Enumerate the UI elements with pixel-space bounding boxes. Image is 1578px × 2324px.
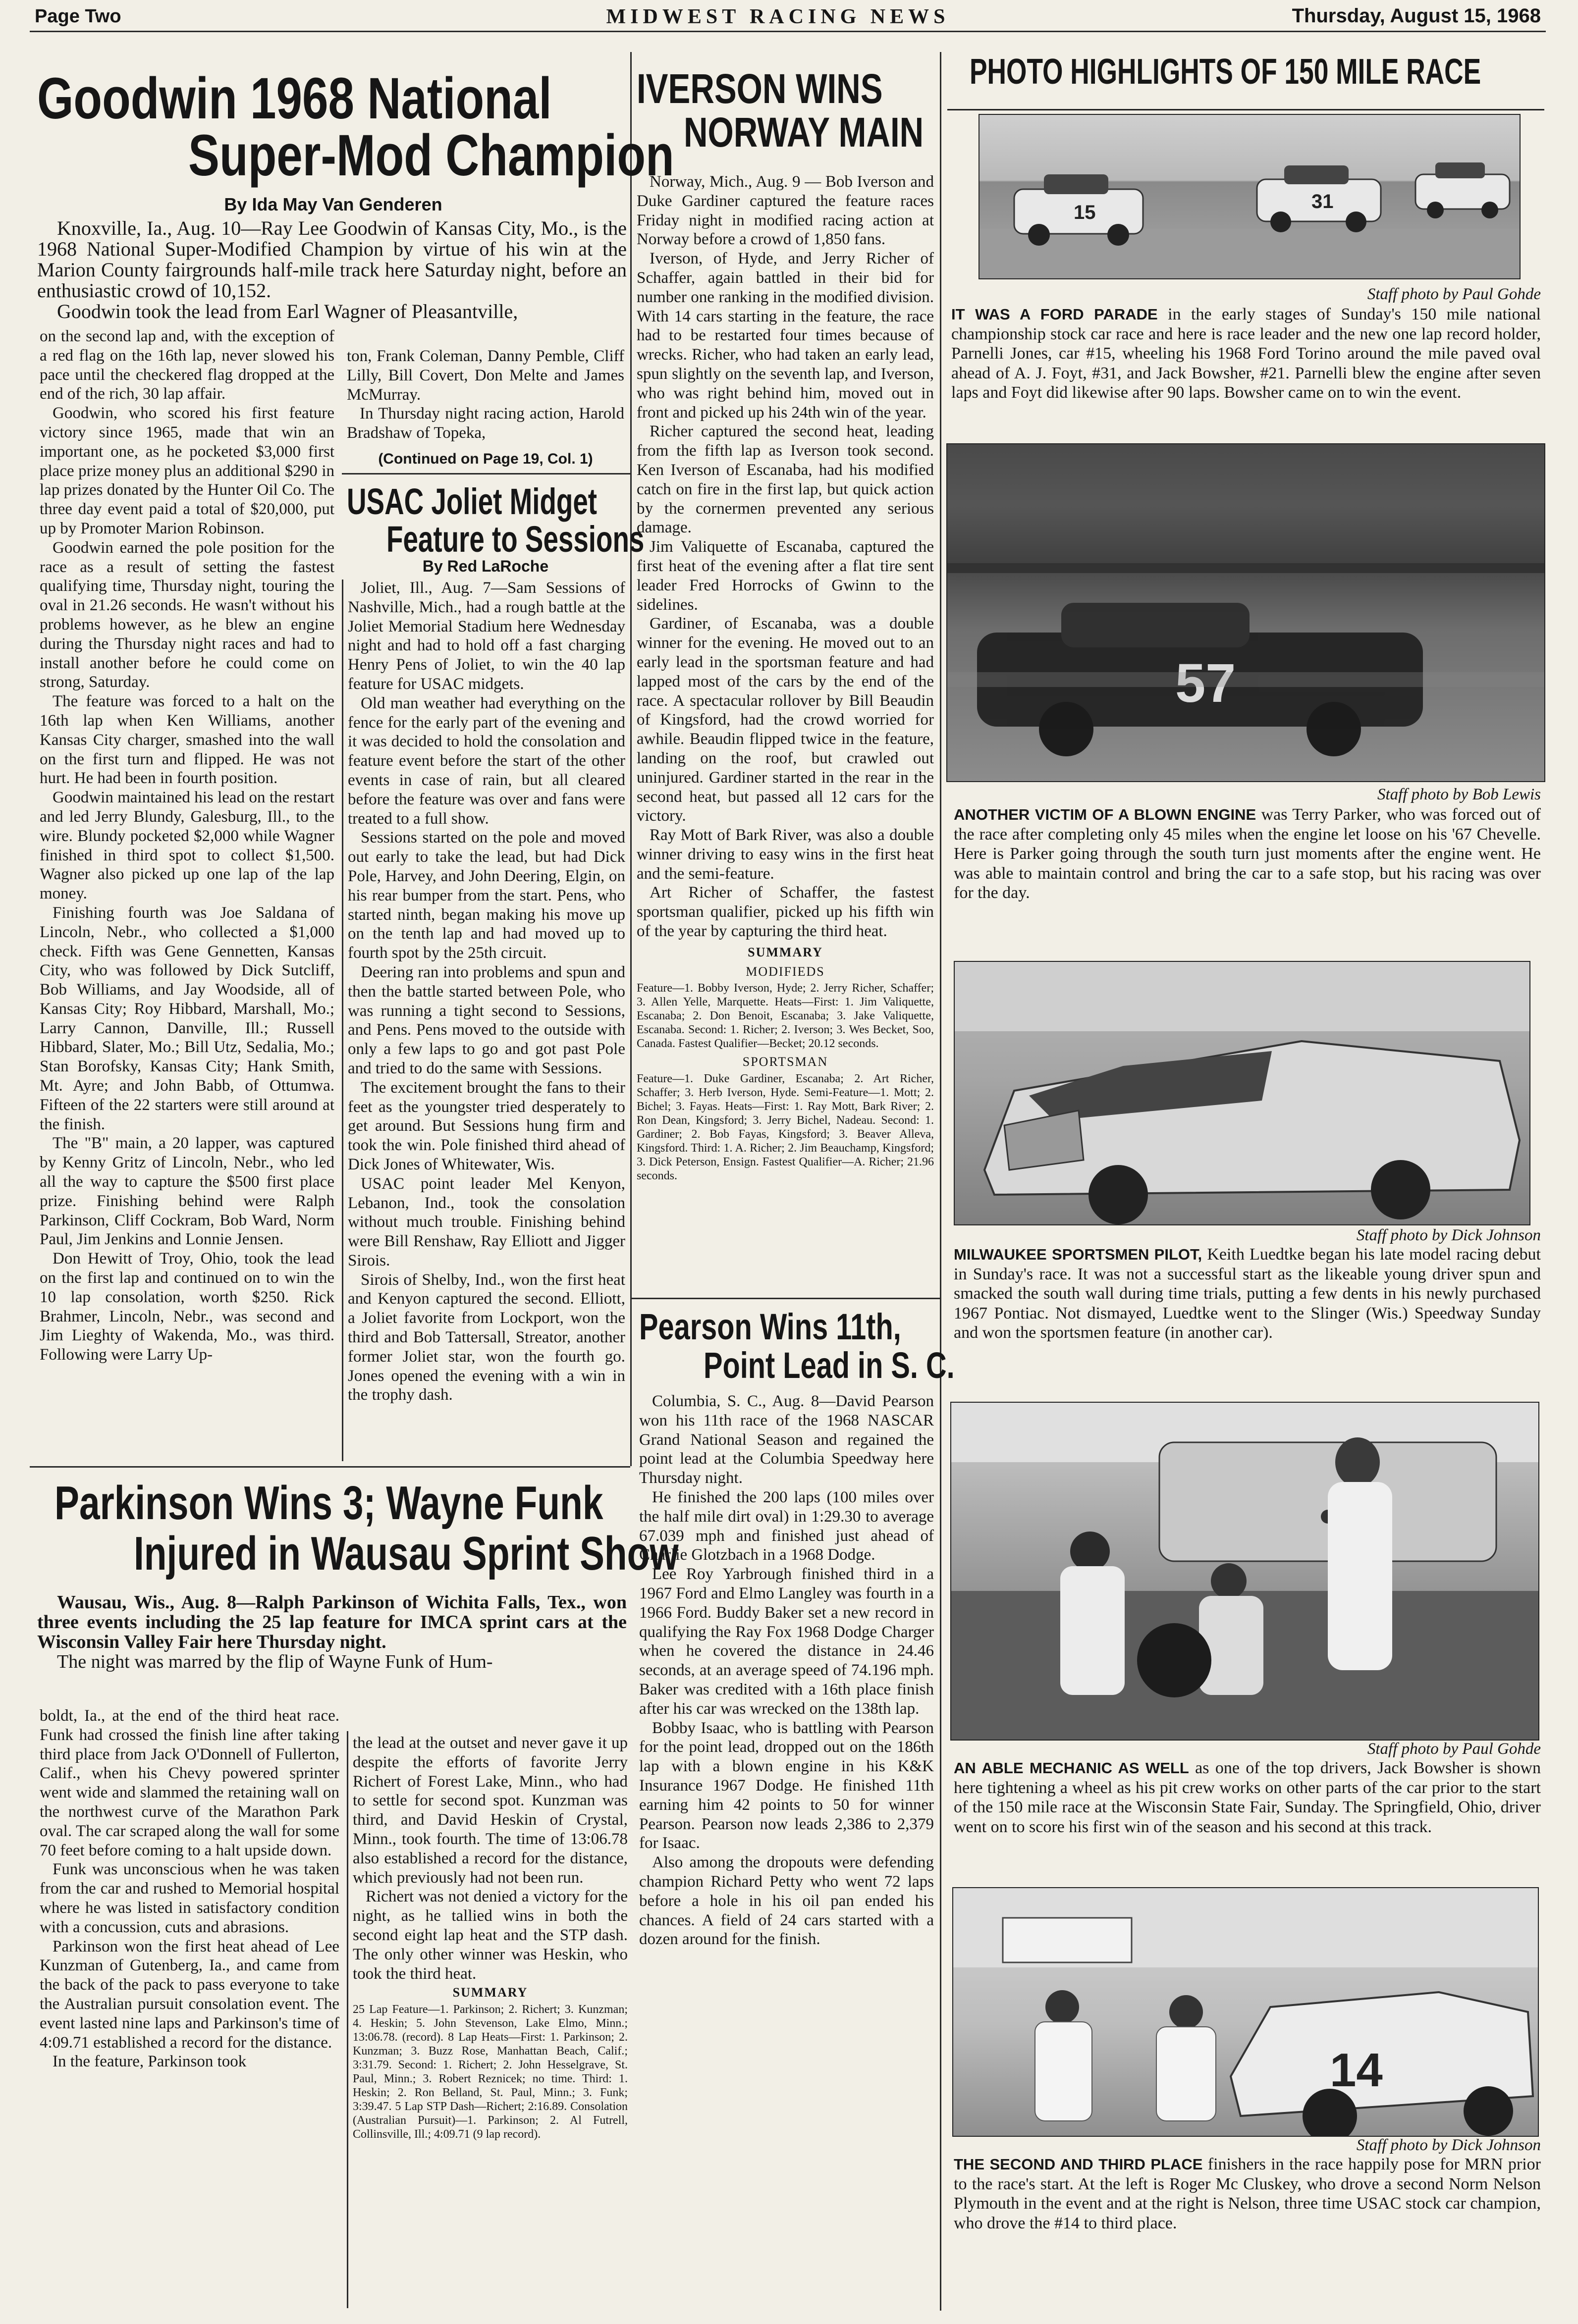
pit-crew-illustration <box>951 1403 1538 1740</box>
parkinson-headline-line2: Injured in Wausau Sprint Show <box>134 1527 679 1580</box>
paragraph: Art Richer of Schaffer, the fastest sportsman qualifier, picked up his fifth win of the year by capturing the third heat. <box>637 884 934 941</box>
paragraph: Norway, Mich., Aug. 9 — Bob Iverson and Duke Gardiner captured the feature races Friday night in modified racing action at Norway before a crowd of 1,850 fans. <box>637 173 934 249</box>
paragraph: Also among the dropouts were defending champion Richard Petty who went 72 laps before a hole in his oil pan ended his chances. A field of 24 cars started with a dozen around for the finish. <box>639 1853 934 1949</box>
usac-headline-line1: USAC Joliet Midget <box>347 481 598 522</box>
caption-text: in the early stages of Sunday's 150 mile national championship stock car race and here is race leader and the new one lap record holder, Parnelli Jones, car #15, wheeling his 1968 Ford Torino around the mile paved oval ahead of A. J. Foyt, #31, and Jack Bowsher, #21. Parnelli blew the engine after seven laps and Foyt did likewise after 90 laps. Bowsher came on to win the event. <box>951 305 1541 402</box>
photo-caption <box>954 805 1541 903</box>
usac-headline-line2: Feature to Sessions <box>386 519 645 560</box>
parkinson-headline-line1: Parkinson Wins 3; Wayne Funk <box>54 1477 603 1530</box>
caption-text: Keith Luedtke began his late model racing debut in Sunday's race. It was not a successful start as the likeable young driver spun and smacked the south wall during time trials, putting a few dents in his newly purchased 1967 Pontiac. Not dismayed, Luedtke went to the Slinger (Wis.) Speedway Sunday and won the sportsmen feature (in another car). <box>954 1245 1541 1342</box>
photo-credit: Staff photo by Dick Johnson <box>1356 1226 1541 1244</box>
usac-headline <box>347 481 645 567</box>
photo-caption <box>951 305 1541 403</box>
parkinson-col1 <box>40 1706 339 2071</box>
goodwin-lead <box>37 218 627 322</box>
paragraph: Ray Mott of Bark River, was also a double winner driving to easy wins in the first heat and the semi-feature. <box>637 826 934 883</box>
parkinson-lead <box>37 1592 627 1672</box>
parkinson-summary: 25 Lap Feature—1. Parkinson; 2. Richert; 3. Kunzman; 4. Heskin; 5. John Stevenson, Lake Elmo, Minn.; 13:06.78. (record). 8 Lap Heats—First: 1. Parkinson; 2. Kunzman; 3. Buzz Rose, Manhattan Beach, Calif.; 3:31.79. Second: 1. Richert; 2. John Hesselgrave, St. Paul, Minn.; 3. Robert Reznicek; no time. Third: 1. Heskin; 2. Ron Belland, St. Paul, Minn.; 3. Funk; 3:39.47. 5 Lap STP Dash—Richert; 2:16.89. Consolation (Australian Pursuit)—1. Parkinson; 2. Al Futrell, Collinsville, Ill.; 4:09.71 (9 lap record). <box>353 2003 628 2141</box>
parkinson-lead-text: Wausau, Wis., Aug. 8—Ralph Parkinson of Wichita Falls, Tex., won three events including the 25 lap feature for IMCA sprint cars at the Wisconsin Valley Fair here Thursday night. <box>37 1592 627 1652</box>
parkinson-summary-title: SUMMARY <box>452 1985 528 2000</box>
photo-section-title: PHOTO HIGHLIGHTS OF 150 MILE RACE <box>970 52 1481 92</box>
section-rule <box>30 1466 630 1468</box>
iverson-sport-results: Feature—1. Duke Gardiner, Escanaba; 2. Art Richer, Schaffer; 3. Herb Iverson, Hyde. Semi-Feature—1. Mott; 2. Bichel; 3. Fayas. Heats—First: 1. Ray Mott, Bark River; 2. Ron Dean, Kingsford; 3. Jerry Bichel, Nadeau. Second: 1. Gardiner; 2. Bob Fayas, Kingsford; 3. Beaver Alleva, Kingsford. Third: 1. A. Richer; 2. Jim Beauchamp, Kingsford; 3. Dick Peterson, Ensign. Fastest Qualifier—A. Richer; 21.96 seconds. <box>637 1072 934 1183</box>
photo-second-third-place <box>952 1887 1539 2137</box>
iverson-mod-results: Feature—1. Bobby Iverson, Hyde; 2. Jerry Richer, Schaffer; 3. Allen Yelle, Marquette. Heats—First: 1. Jim Valiquette, Escanaba; 2. Don Benoit, Escanaba; 3. Jake Valiquette, Escanaba. Second: 1. Richer; 2. Iverson; 3. Wes Becket, Soo, Canada. Fastest Qualifier—Becket; 20.12 seconds. <box>637 982 934 1051</box>
paragraph: Joliet, Ill., Aug. 7—Sam Sessions of Nashville, Mich., had a rough battle at the Joliet Memorial Stadium here Wednesday night and had to hold off a fast charging Henry Pens of Joliet, to win the 40 lap feature for USAC midgets. <box>348 579 625 693</box>
paragraph: Richert was not denied a victory for the night, as he tallied wins in both the second eight lap heat and the STP dash. The only other winner was Heskin, who took the third heat. <box>353 1888 628 1983</box>
goodwin-col2 <box>347 347 624 469</box>
column-rule <box>630 52 632 1466</box>
column-rule <box>940 52 941 2311</box>
iverson-body <box>637 172 934 1183</box>
photo-credit: Staff photo by Paul Gohde <box>1367 285 1541 303</box>
race-car-blur-illustration <box>947 444 1544 781</box>
parkinson-headline <box>54 1477 679 1592</box>
caption-lead: AN ABLE MECHANIC AS WELL <box>954 1759 1189 1777</box>
photo-caption <box>954 2155 1541 2233</box>
photo-credit: Staff photo by Bob Lewis <box>1377 786 1541 803</box>
goodwin-headline-line1: Goodwin 1968 National <box>37 66 552 131</box>
goodwin-headline <box>37 66 674 193</box>
paragraph: Iverson, of Hyde, and Jerry Richer of Schaffer, again battled in their bid for number one ranking in the modified division. With 14 cars starting in the feature, the race had to be restarted four times because of wrecks. Richer, who had taken an early lead, spun slightly on the seventh lap, and Iverson, who was right behind him, moved out in front and picked up his 24th win of the year. <box>637 250 934 422</box>
continued-note[interactable]: (Continued on Page 19, Col. 1) <box>378 450 593 467</box>
paragraph: He finished the 200 laps (100 miles over the half mile dirt oval) in 1:29.30 to average 67.039 mph and finished just ahead of Charlie Glotzbach in a 1968 Dodge. <box>639 1488 934 1564</box>
issue-date: Thursday, August 15, 1968 <box>1292 5 1541 27</box>
race-cars-illustration <box>979 115 1520 278</box>
goodwin-byline: By Ida May Van Genderen <box>224 194 442 214</box>
car-number: 57 <box>1175 653 1236 714</box>
photo-bowsher-pit <box>950 1402 1539 1741</box>
paragraph: Don Hewitt of Troy, Ohio, took the lead on the first lap and continued on to win the 10 lap consolation, worth $250. Rick Brahmer, Lincoln, Nebr., was second and Jim Lieghty of Wakenda, Mo., was third. Following were Larry Up- <box>40 1250 334 1364</box>
iverson-headline <box>637 67 934 166</box>
column-rule <box>342 580 343 1461</box>
paragraph: Sirois of Shelby, Ind., won the first heat and Kenyon captured the second. Elliott, a Joliet favorite from Lockport, won the third and Bob Tattersall, Streator, another former Joliet star, won the fourth go. Jones opened the evening with a win in the trophy dash. <box>348 1270 625 1404</box>
parkinson-lead-text2: The night was marred by the flip of Wayne Funk of Hum- <box>57 1651 493 1672</box>
usac-byline: By Red LaRoche <box>422 557 549 575</box>
caption-text: was Terry Parker, who was forced out of the race after completing only 45 miles when the engine let loose on his '67 Chevelle. Here is Parker going through the south turn just moments after the engine went. He was able to maintain control and bring the car to a safe stop, but his racing was over for the day. <box>954 805 1541 902</box>
paragraph: Gardiner, of Escanaba, was a double winner for the evening. He moved out to an early lead in the sportsman feature and had lapped most of the cars by the end of the race. A spectacular rollover by Bill Beaudin of Kingsford, had the crowd worried for awhile. Beaudin flipped twice in the feature, landing on the roof, but crawled out uninjured. Gardiner started in the rear in the second heat, but passed all 12 cars for the victory. <box>637 615 934 825</box>
car-number: 14 <box>1330 2044 1383 2097</box>
pearson-headline-line1: Pearson Wins 11th, <box>639 1306 901 1347</box>
caption-lead: MILWAUKEE SPORTSMEN PILOT, <box>954 1246 1202 1263</box>
goodwin-lead-text: Knoxville, Ia., Aug. 10—Ray Lee Goodwin of Kansas City, Mo., is the 1968 National Super-Modified Champion by virtue of his win at the Marion County fairgrounds half-mile track here Saturday night, before an enthusiastic crowd of 10,152. <box>37 217 627 302</box>
paragraph: the lead at the outset and never gave it up despite the efforts of favorite Jerry Richert of Forest Lake, Minn., who had to settle for second spot. Kunzman was third, and David Heskin of Crystal, Minn., took fourth. The time of 13:06.78 also established a record for the distance, which previously had not been run. <box>353 1734 628 1887</box>
goodwin-lead-text2: Goodwin took the lead from Earl Wagner of Pleasantville, <box>57 300 518 322</box>
paragraph: The "B" main, a 20 lapper, was captured by Kenny Gritz of Lincoln, Nebr., who led all the way to capture the $500 first place prize. Finishing behind were Ralph Parkinson, Cliff Cockram, Bob Ward, Norm Paul, Jim Jenkins and Lonnie Jensen. <box>40 1134 334 1249</box>
usac-body <box>348 579 625 1405</box>
photo-caption <box>954 1245 1541 1343</box>
photo-ford-parade <box>979 114 1521 279</box>
paragraph: Parkinson won the first heat ahead of Lee Kunzman of Gutenberg, Ia., and came from the back of the pack to pass everyone to take the Australian pursuit consolation event. The event lasted nine laps and Parkinson's time of 4:09.71 established a record for the distance. <box>40 1937 339 2052</box>
page-label: Page Two <box>35 6 121 27</box>
photo-damaged-pontiac <box>954 961 1530 1225</box>
paragraph: Goodwin, who scored his first feature victory since 1965, made that win an important one, as he pocketed $3,000 first place prize money plus an additional $290 in lap prizes donated by the Hunter Oil Co. The three day event paid a total of $20,000, put up by Promoter Marion Robinson. <box>40 404 334 537</box>
paragraph: Columbia, S. C., Aug. 8—David Pearson won his 11th race of the 1968 NASCAR Grand National Season and regained the point lead at the Columbia Speedway here Thursday night. <box>639 1392 934 1487</box>
paragraph: Goodwin earned the pole position for the race as a result of setting the fastest qualifying time, Thursday night, touring the oval in 21.26 seconds. He wasn't without his problems however, as he blew an engine during the Thursday night races and had to install another before he could come on strong, Saturday. <box>40 538 334 691</box>
paragraph: The excitement brought the fans to their feet as the youngster tried desperately to get around. But Sessions hung firm and took the win. Pole finished third ahead of Dick Jones of Whitewater, Wis. <box>348 1078 625 1173</box>
parkinson-col2 <box>353 1734 628 2141</box>
section-rule <box>342 473 630 475</box>
paragraph: In Thursday night racing action, Harold Bradshaw of Topeka, <box>347 405 624 442</box>
pearson-body <box>639 1392 934 1949</box>
paragraph: Old man weather had everything on the fence for the early part of the evening and it was decided to hold the consolation and feature event before the start of the other events in case of rain, but all cleared before the feature was over and fans were treated to a full show. <box>348 694 625 828</box>
pearson-headline <box>639 1306 955 1392</box>
drivers-pose-illustration <box>953 1888 1538 2136</box>
paragraph: ton, Frank Coleman, Danny Pemble, Cliff Lilly, Bill Covert, Don Melte and James McMurray. <box>347 347 624 404</box>
caption-text: finishers in the race happily pose for MRN prior to the race's start. At the left is Roger Mc Cluskey, who drove a second Norm Nelson Plymouth in the event and at the right is Nelson, three time USAC stock car champion, who drove the #14 to third place. <box>954 2155 1541 2232</box>
paragraph: The feature was forced to a halt on the 16th lap when Ken Williams, another Kansas City charger, smashed into the wall on the first turn and flipped. He was not hurt. He had been in fourth position. <box>40 692 334 788</box>
masthead-rule <box>30 31 1546 32</box>
photo-section-header <box>947 50 1544 110</box>
paragraph: Lee Roy Yarbrough finished third in a 1967 Ford and Elmo Langley was fourth in a 1966 Ford. Buddy Baker set a new record in qualifying the Ray Fox 1968 Dodge Charger when he covered the distance in 24.46 seconds, at an average speed of 74.196 mph. Baker was credited with a 16th place finish after his car was wrecked on the 138th lap. <box>639 1565 934 1718</box>
masthead <box>0 0 1578 30</box>
caption-lead: IT WAS A FORD PARADE <box>951 306 1158 323</box>
paragraph: boldt, Ia., at the end of the third heat race. Funk had crossed the finish line after taking third place from Jack O'Donnell of Fullerton, Calif., when his Chevy powered sprinter went wide and slammed the retaining wall on the northwest curve of the Marathon Park oval. The car scraped along the wall for some 70 feet before coming to a halt upside down. <box>40 1707 339 1859</box>
photo-credit: Staff photo by Dick Johnson <box>1356 2136 1541 2154</box>
caption-lead: ANOTHER VICTIM OF A BLOWN ENGINE <box>954 806 1256 823</box>
paragraph: Goodwin maintained his lead on the restart and led Jerry Blundy, Galesburg, Ill., to the wire. Blundy pocketed $2,000 while Wagner finished in third spot to collect $1,500. Wagner also picked up one lap of the lap money. <box>40 789 334 903</box>
paragraph: In the feature, Parkinson took <box>53 2053 247 2071</box>
goodwin-headline-line2: Super-Mod Champion <box>188 123 674 188</box>
paragraph: Sessions started on the pole and moved out early to take the lead, but had Dick Pole, Harvey, and John Deering, Elgin, on his rear bumper from the start. Pens, who started ninth, began making his move up on the tenth lap and had moved up to fourth spot by the 25th circuit. <box>348 829 625 962</box>
goodwin-col1 <box>40 327 334 1365</box>
car-number: 31 <box>1311 191 1334 212</box>
car-number: 15 <box>1074 202 1096 223</box>
pearson-headline-line2: Point Lead in S. C. <box>704 1345 955 1386</box>
iverson-mod-title: MODIFIEDS <box>746 964 825 979</box>
iverson-headline-line1: IVERSON WINS <box>637 65 883 112</box>
paper-name: MIDWEST RACING NEWS <box>606 5 950 28</box>
paragraph: USAC point leader Mel Kenyon, Lebanon, Ind., took the consolation without much trouble. Finishing behind were Bill Renshaw, Ray Elliott and Jigger Sirois. <box>348 1174 625 1269</box>
caption-lead: THE SECOND AND THIRD PLACE <box>954 2156 1203 2173</box>
paragraph: Bobby Isaac, who is battling with Pearson for the point lead, dropped out on the 186th lap with a blown engine in his K&K Insurance 1967 Dodge. He finished 11th earning him 42 points to 50 for winner Pearson. Pearson now leads 2,386 to 2,379 for Isaac. <box>639 1719 934 1852</box>
iverson-summary-title: SUMMARY <box>748 945 823 959</box>
iverson-sport-title: SPORTSMAN <box>742 1055 828 1069</box>
damaged-car-illustration <box>955 962 1529 1224</box>
iverson-headline-line2: NORWAY MAIN <box>684 109 924 156</box>
photo-credit: Staff photo by Paul Gohde <box>1367 1740 1541 1758</box>
photo-caption <box>954 1758 1541 1837</box>
paragraph: Jim Valiquette of Escanaba, captured the first heat of the evening after a flat tire sent leader Fred Horrocks of Gwinn to the sidelines. <box>637 538 934 614</box>
section-rule <box>630 1298 940 1299</box>
caption-text: as one of the top drivers, Jack Bowsher is shown here tightening a wheel as his pit crew works on other parts of the car prior to the start of the 150 mile race at the Wisconsin State Fair, Sunday. The Springfield, Ohio, driver went on to score his first win of the season and his second at this track. <box>954 1759 1541 1836</box>
paragraph: Richer captured the second heat, leading from the fifth lap as Iverson took second. Ken Iverson of Escanaba, had his modified catch on fire in the first lap, but quick action by the cornermen prevented any serious damage. <box>637 423 934 537</box>
paragraph: on the second lap and, with the exception of a red flag on the 16th lap, never slowed his pace until the checkered flag dropped at the end of the rich, 30 lap affair. <box>40 327 334 403</box>
paragraph: Deering ran into problems and spun and then the battle started between Pole, who was running a tight second to Sessions, and Pens. Pens moved to the outside with only a few laps to go and got past Pole and tried to do the same with Sessions. <box>348 963 625 1077</box>
photo-blown-engine <box>946 443 1545 782</box>
column-rule <box>347 1731 348 2308</box>
paragraph: Funk was unconscious when he was taken from the car and rushed to Memorial hospital where he was listed in satisfactory condition with a concussion, cuts and abrasions. <box>40 1860 339 1936</box>
paragraph: Finishing fourth was Joe Saldana of Lincoln, Nebr., who collected a $1,000 check. Fifth was Gene Gennetten, Kansas City, who was followed by Dick Sutcliff, Bob Williams, and Jay Woodside, all of Kansas City; Roy Hibbard, Marshall, Mo.; Larry Cannon, Danville, Ill.; Russell Hibbard, Slater, Mo.; Bill Utz, Sedalia, Mo.; Stan Borofsky, Kansas City; Hank Smith, Mt. Ayre; and John Babb, of Ottumwa. Fifteen of the 22 starters were still around at the finish. <box>40 903 334 1133</box>
